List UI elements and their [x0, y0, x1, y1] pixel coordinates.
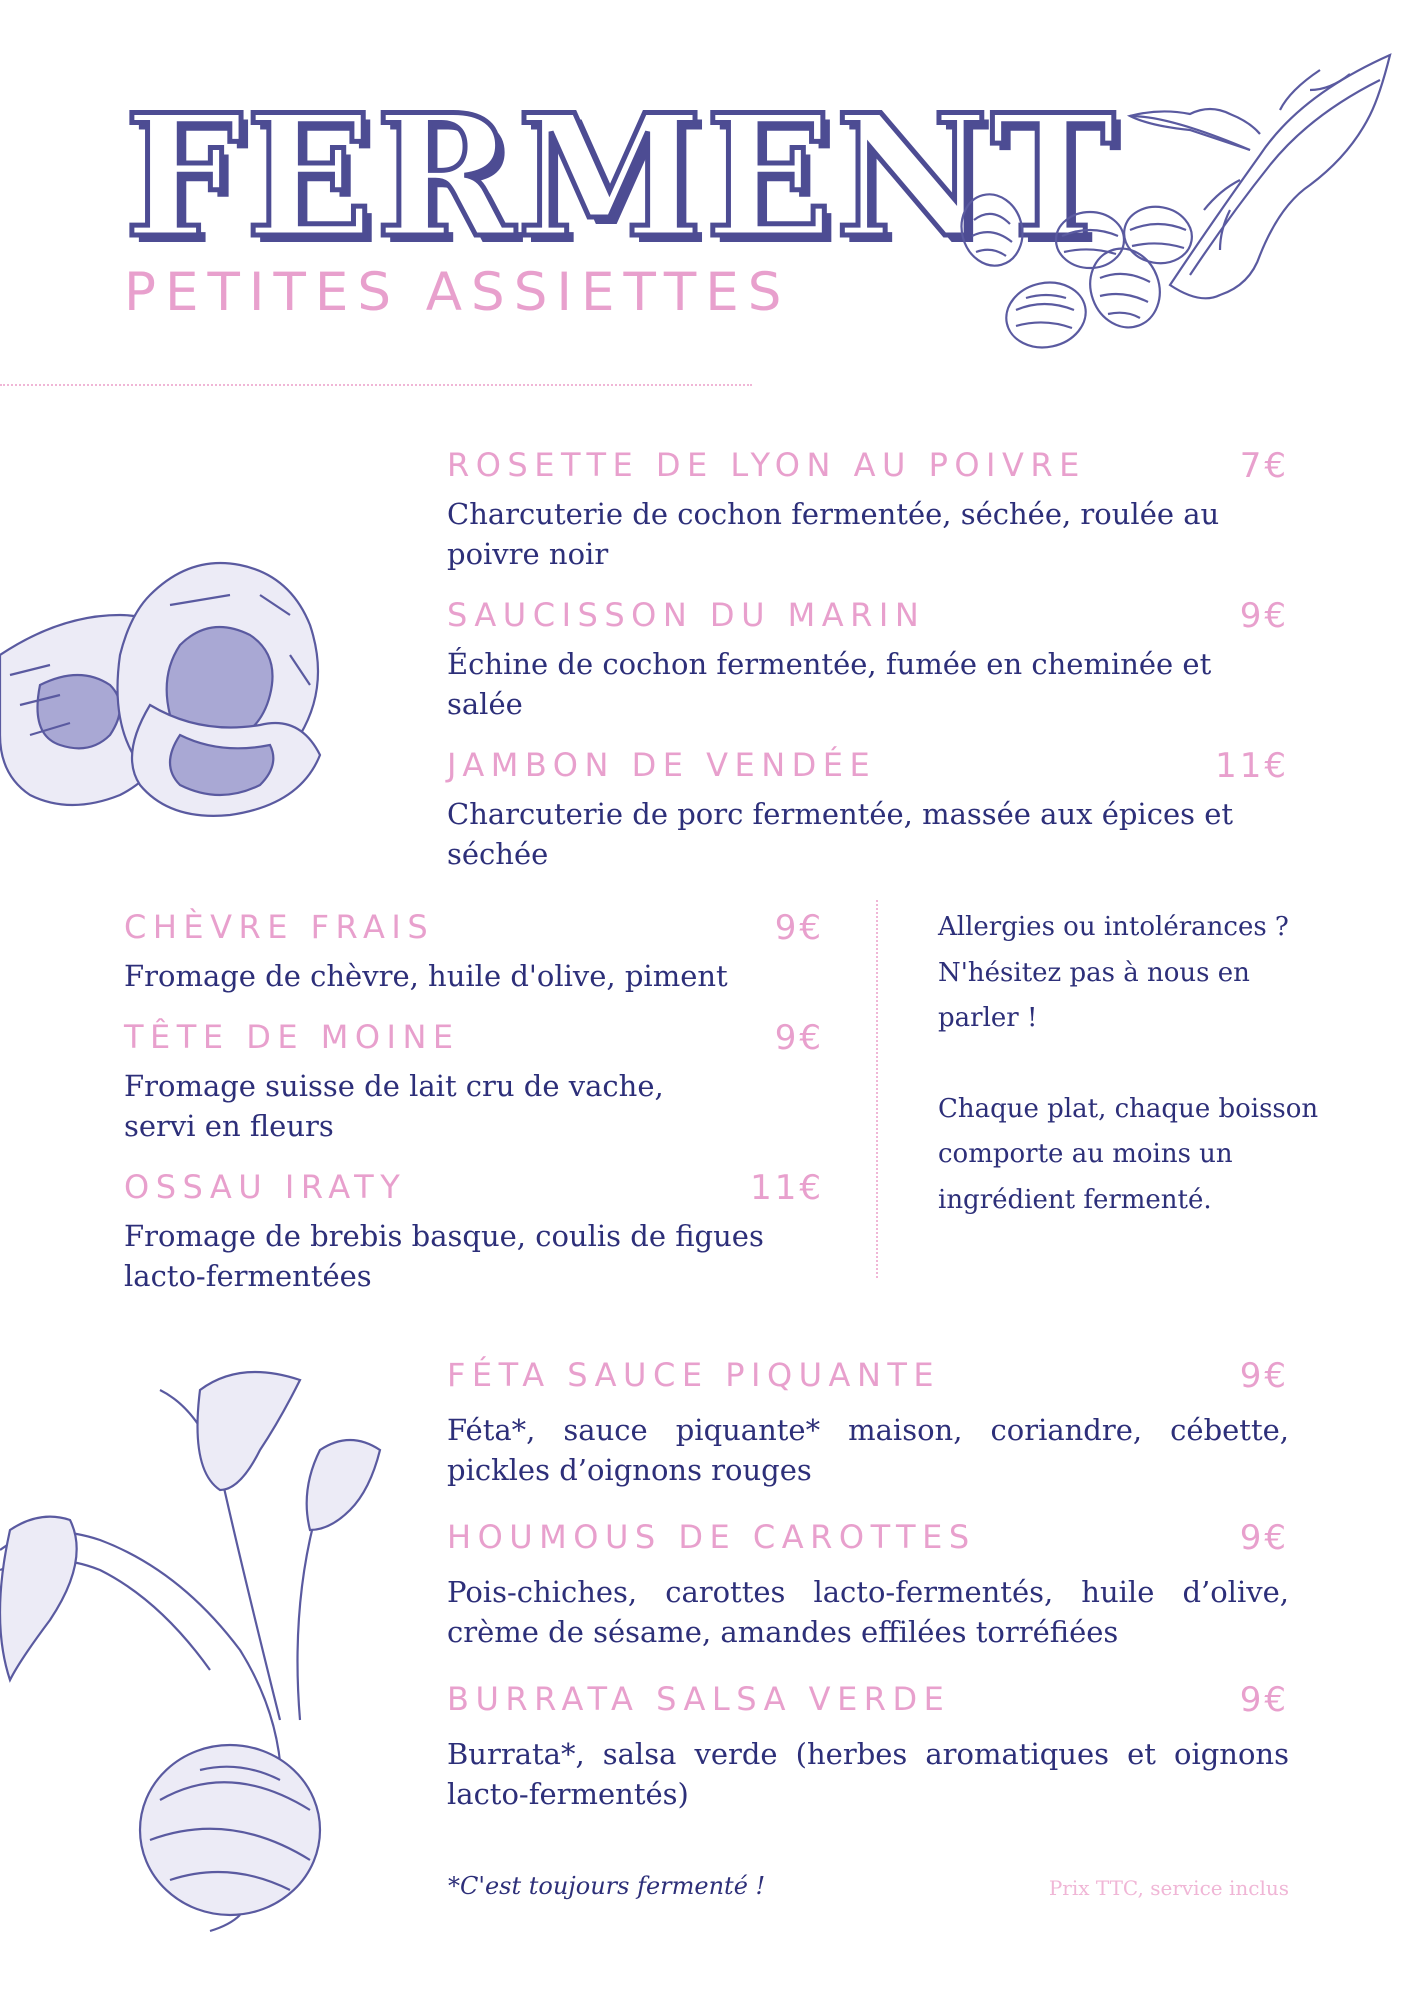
- item-description: Féta*, sauce piquante* maison, coriandre, cébette, pickles d’oignons rouges: [447, 1413, 1289, 1487]
- fermented-text: Chaque plat, chaque boisson comporte au moins un ingrédient fermenté.: [938, 1093, 1319, 1215]
- item-description: Fromage de brebis basque, coulis de figues lacto-fermentées: [124, 1219, 764, 1293]
- item-name: FÉTA SAUCE PIQUANTE: [447, 1356, 941, 1394]
- item-price: 11€: [1215, 746, 1289, 786]
- menu-item: [124, 1018, 824, 1146]
- item-description: Fromage suisse de lait cru de vache, servi en fleurs: [124, 1069, 664, 1143]
- vegetal-section: [447, 1356, 1289, 1814]
- item-description: Échine de cochon fermentée, fumée en cheminée et salée: [447, 647, 1212, 721]
- menu-item: [447, 1680, 1289, 1814]
- item-price: 9€: [1239, 1518, 1289, 1558]
- item-name: JAMBON DE VENDÉE: [447, 746, 877, 784]
- menu-subtitle: PETITES ASSIETTES: [124, 262, 791, 323]
- menu-item: [124, 908, 824, 996]
- item-name: SAUCISSON DU MARIN: [447, 596, 926, 634]
- price-notice: Prix TTC, service inclus: [1048, 1876, 1289, 1900]
- item-price: 9€: [1239, 1680, 1289, 1720]
- fromages-section: [124, 908, 824, 1296]
- item-price: 9€: [774, 1018, 824, 1058]
- allergy-note: [938, 905, 1328, 1223]
- header-divider: [0, 384, 752, 386]
- item-price: 11€: [750, 1168, 824, 1208]
- footnote: *C'est toujours fermenté !: [448, 1872, 766, 1900]
- item-description: Charcuterie de porc fermentée, massée aux épices et séchée: [447, 797, 1234, 871]
- item-price: 7€: [1239, 446, 1289, 486]
- item-description: Charcuterie de cochon fermentée, séchée, roulée au poivre noir: [447, 497, 1220, 571]
- menu-item: [447, 746, 1289, 874]
- item-description: Pois-chiches, carottes lacto-fermentés, huile d’olive, crème de sésame, amandes effilées torréfiées: [447, 1575, 1289, 1649]
- beetroot-illustration: [0, 1370, 370, 1930]
- item-name: ROSETTE DE LYON AU POIVRE: [447, 446, 1086, 484]
- item-name: HOUMOUS DE CAROTTES: [447, 1518, 976, 1556]
- menu-item: [447, 1518, 1289, 1652]
- menu-item: [447, 596, 1289, 724]
- item-description: Burrata*, salsa verde (herbes aromatiques et oignons lacto-fermentés): [447, 1737, 1289, 1811]
- item-price: 9€: [774, 908, 824, 948]
- item-name: CHÈVRE FRAIS: [124, 908, 435, 946]
- charcuterie-section: [447, 446, 1289, 874]
- item-name: OSSAU IRATY: [124, 1168, 407, 1206]
- item-price: 9€: [1239, 596, 1289, 636]
- restaurant-logo-title: FERMENT: [124, 77, 1118, 275]
- item-price: 9€: [1239, 1356, 1289, 1396]
- item-name: TÊTE DE MOINE: [124, 1018, 460, 1056]
- menu-item: [447, 446, 1289, 574]
- ham-slices-illustration: [0, 535, 340, 825]
- item-name: BURRATA SALSA VERDE: [447, 1680, 951, 1718]
- olives-and-leaf-illustration: [950, 30, 1409, 360]
- allergy-text: Allergies ou intolérances ? N'hésitez pas à nous en parler !: [938, 912, 1289, 1033]
- menu-item: [124, 1168, 824, 1296]
- menu-item: [447, 1356, 1289, 1490]
- column-divider: [876, 900, 878, 1278]
- item-description: Fromage de chèvre, huile d'olive, piment: [124, 959, 728, 993]
